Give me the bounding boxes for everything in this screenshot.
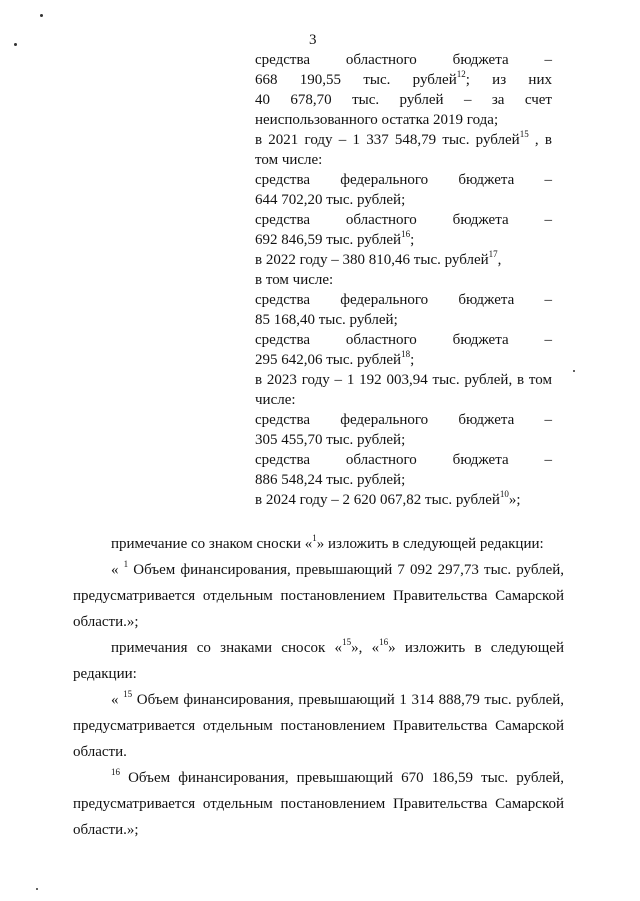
body-line: области. bbox=[73, 744, 127, 760]
footnote-ref: 16 bbox=[401, 229, 411, 239]
page-number: 3 bbox=[309, 32, 317, 48]
body-line: предусматривается отдельным постановлением Правительства Самарской bbox=[73, 796, 564, 812]
footnote-ref: 1 bbox=[123, 559, 129, 569]
column-line: средства федерального бюджета – bbox=[255, 292, 552, 308]
column-line: средства областного бюджета – bbox=[255, 52, 552, 68]
body-line: предусматривается отдельным постановлением Правительства Самарской bbox=[73, 718, 564, 734]
body-line: примечание со знаком сноски «$^1$» изложить в следующей редакции: bbox=[111, 533, 544, 552]
footnote-ref: 15 bbox=[342, 637, 352, 647]
column-line: том числе: bbox=[255, 152, 323, 168]
column-line: средства областного бюджета – bbox=[255, 452, 552, 468]
column-line: 668 190,55 тыс. рублей$^{12}$; из них bbox=[255, 69, 552, 88]
footnote-ref: 16 bbox=[379, 637, 389, 647]
footnote-ref: 18 bbox=[401, 349, 411, 359]
column-line: в том числе: bbox=[255, 272, 334, 288]
column-line: в 2024 году – 2 620 067,82 тыс. рублей$^{10}$»; bbox=[255, 489, 521, 508]
body-line: редакции: bbox=[73, 666, 137, 682]
body-text bbox=[73, 531, 564, 843]
column-line: 295 642,06 тыс. рублей$^{18}$; bbox=[255, 349, 415, 368]
scan-speck bbox=[573, 370, 575, 372]
body-line: $^{16}$ Объем финансирования, превышающий 670 186,59 тыс. рублей, bbox=[111, 767, 564, 786]
body-line: « $^1$ Объем финансирования, превышающий 7 092 297,73 тыс. рублей, bbox=[111, 559, 565, 578]
column-line: 40 678,70 тыс. рублей – за счет bbox=[255, 92, 552, 108]
column-line: неиспользованного остатка 2019 года; bbox=[255, 112, 499, 128]
column-line: числе: bbox=[255, 392, 296, 408]
footnote-ref: 12 bbox=[456, 69, 466, 79]
column-line: 692 846,59 тыс. рублей$^{16}$; bbox=[255, 229, 415, 248]
body-line: предусматривается отдельным постановлением Правительства Самарской bbox=[73, 588, 564, 604]
column-line: средства федерального бюджета – bbox=[255, 172, 552, 188]
scan-speck bbox=[40, 14, 43, 17]
column-line: средства областного бюджета – bbox=[255, 212, 552, 228]
footnote-ref: 10 bbox=[499, 489, 509, 499]
column-line: 644 702,20 тыс. рублей; bbox=[255, 192, 406, 208]
column-line: средства федерального бюджета – bbox=[255, 412, 552, 428]
financing-column bbox=[255, 50, 552, 510]
footnote-ref: 16 bbox=[111, 767, 120, 777]
column-line: 305 455,70 тыс. рублей; bbox=[255, 432, 406, 448]
scan-speck bbox=[14, 43, 17, 46]
column-line: в 2023 году – 1 192 003,94 тыс. рублей, в том bbox=[255, 372, 552, 388]
body-line: области.»; bbox=[73, 614, 139, 630]
footnote-ref: 15 bbox=[519, 129, 529, 139]
column-line: 886 548,24 тыс. рублей; bbox=[255, 472, 406, 488]
body-line: « $^{15}$ Объем финансирования, превышающий 1 314 888,79 тыс. рублей, bbox=[111, 689, 565, 708]
footnote-ref: 1 bbox=[312, 533, 317, 543]
body-line: примечания со знаками сносок «$^{15}$», «$^{16}$» изложить в следующей bbox=[111, 637, 564, 656]
footnote-ref: 15 bbox=[123, 689, 133, 699]
footnote-ref: 17 bbox=[488, 249, 498, 259]
body-line: области.»; bbox=[73, 822, 139, 838]
column-line: в 2022 году – 380 810,46 тыс. рублей$^{17}$, bbox=[255, 249, 502, 268]
column-line: 85 168,40 тыс. рублей; bbox=[255, 312, 398, 328]
scan-speck bbox=[36, 888, 38, 890]
column-line: средства областного бюджета – bbox=[255, 332, 552, 348]
column-line: в 2021 году – 1 337 548,79 тыс. рублей$^{15}$ , в bbox=[255, 129, 552, 148]
